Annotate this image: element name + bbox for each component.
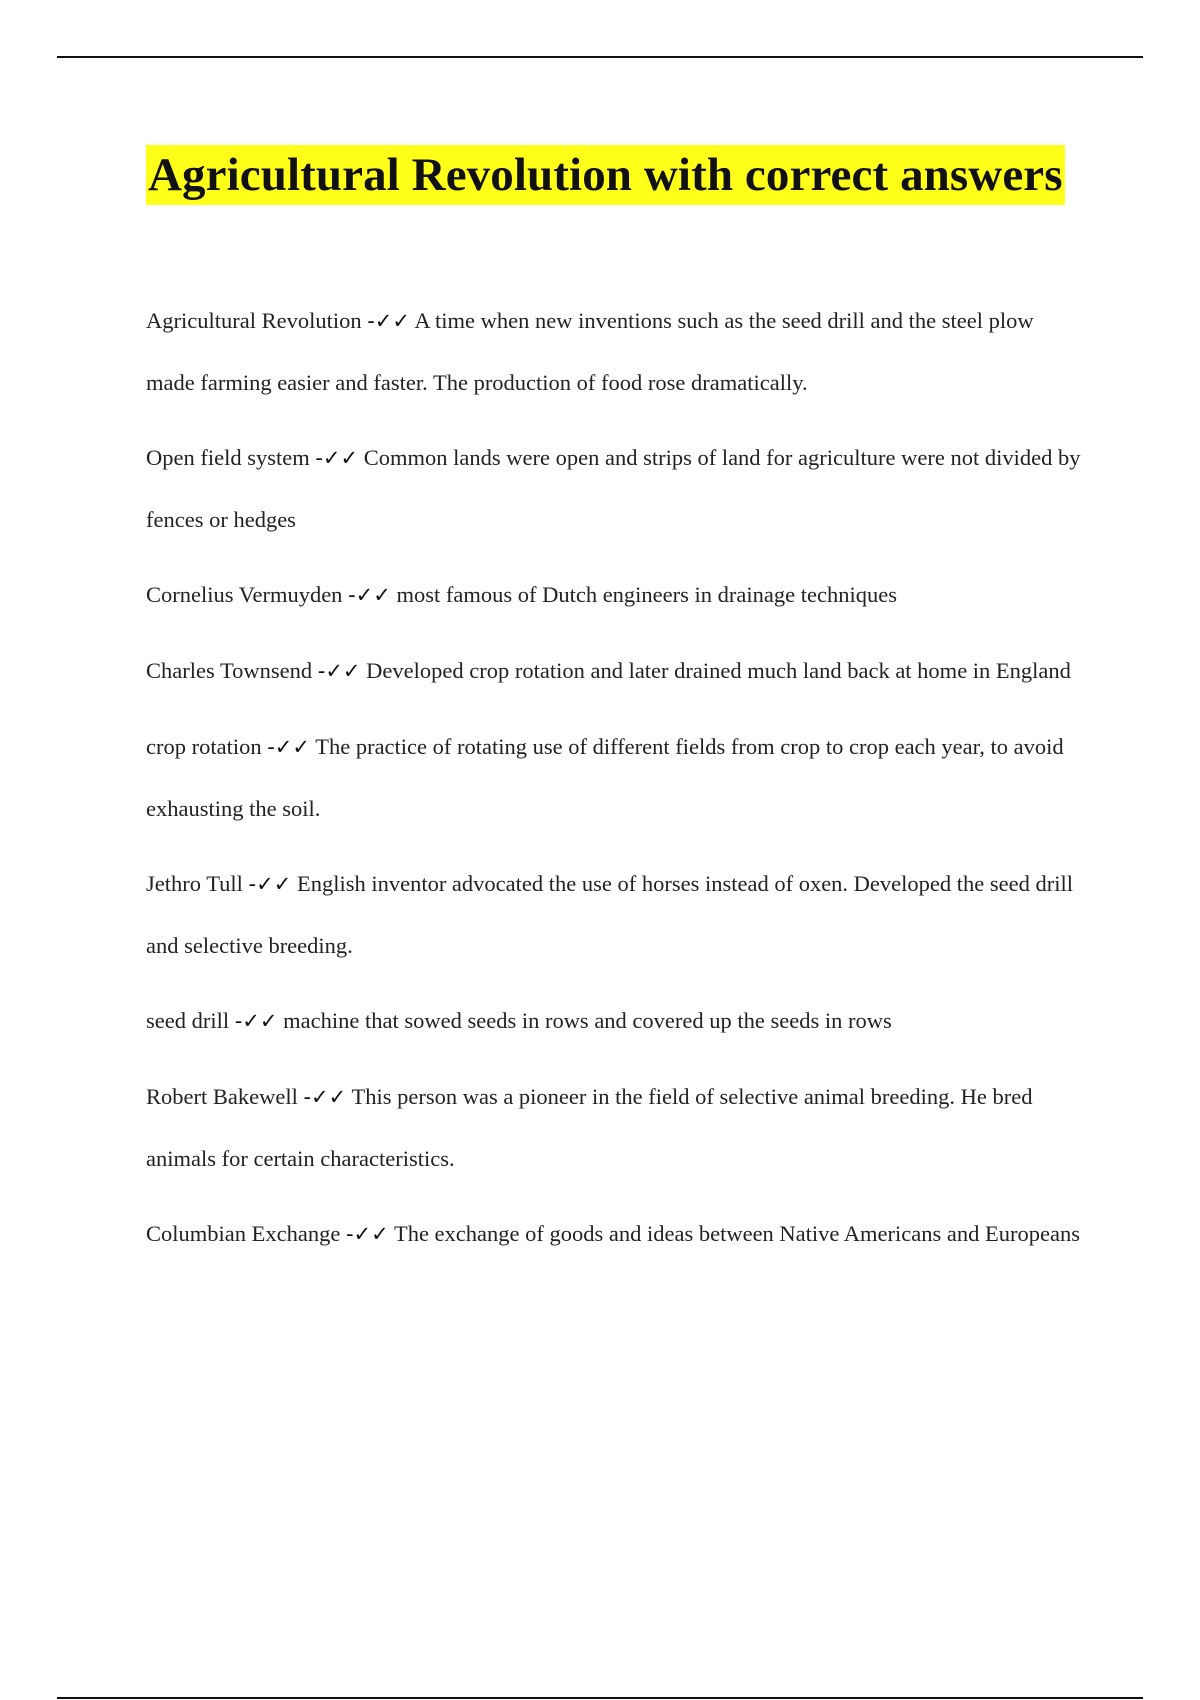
entry-definition: most famous of Dutch engineers in drainage techniques bbox=[396, 582, 897, 607]
checkmark-separator: -✓✓ bbox=[367, 309, 410, 333]
list-item bbox=[146, 640, 1086, 702]
checkmark-separator: -✓✓ bbox=[267, 735, 310, 759]
entry-term: Jethro Tull bbox=[146, 871, 243, 896]
entry-term: Charles Townsend bbox=[146, 658, 313, 683]
list-item bbox=[146, 564, 1086, 626]
entry-term: Agricultural Revolution bbox=[146, 308, 362, 333]
footer-rule bbox=[57, 1697, 1143, 1699]
entry-term: Open field system bbox=[146, 445, 310, 470]
flashcard-list bbox=[146, 290, 1086, 1279]
checkmark-separator: -✓✓ bbox=[315, 446, 359, 470]
entry-term: Columbian Exchange bbox=[146, 1221, 341, 1246]
checkmark-separator: -✓✓ bbox=[345, 1222, 389, 1246]
entry-term: Robert Bakewell bbox=[146, 1084, 298, 1109]
checkmark-separator: -✓✓ bbox=[317, 659, 361, 683]
header-rule bbox=[57, 56, 1143, 58]
checkmark-separator: -✓✓ bbox=[303, 1085, 347, 1109]
list-item bbox=[146, 290, 1086, 413]
entry-term: seed drill bbox=[146, 1008, 230, 1033]
entry-definition: English inventor advocated the use of horses instead of oxen. Developed the seed drill and selective breeding. bbox=[146, 871, 1073, 958]
entry-definition: Common lands were open and strips of land for agriculture were not divided by fences or hedges bbox=[146, 445, 1081, 532]
entry-term: crop rotation bbox=[146, 734, 262, 759]
list-item bbox=[146, 1203, 1086, 1265]
entry-definition: Developed crop rotation and later drained much land back at home in England bbox=[366, 658, 1071, 683]
entry-term: Cornelius Vermuyden bbox=[146, 582, 343, 607]
list-item bbox=[146, 716, 1086, 839]
document-title: Agricultural Revolution with correct answers bbox=[146, 145, 1065, 205]
entry-definition: The practice of rotating use of different fields from crop to crop each year, to avoid exhausting the soil. bbox=[146, 734, 1064, 821]
list-item bbox=[146, 853, 1086, 976]
checkmark-separator: -✓✓ bbox=[234, 1009, 278, 1033]
entry-definition: machine that sowed seeds in rows and covered up the seeds in rows bbox=[283, 1008, 892, 1033]
checkmark-separator: -✓✓ bbox=[348, 583, 391, 607]
entry-definition: A time when new inventions such as the seed drill and the steel plow made farming easier and faster. The production of food rose dramatically. bbox=[146, 308, 1034, 395]
entry-definition: This person was a pioneer in the field of selective animal breeding. He bred animals for certain characteristics. bbox=[146, 1084, 1033, 1171]
list-item bbox=[146, 427, 1086, 550]
list-item bbox=[146, 1066, 1086, 1189]
checkmark-separator: -✓✓ bbox=[248, 872, 292, 896]
title-block bbox=[146, 145, 1065, 205]
list-item bbox=[146, 990, 1086, 1052]
entry-definition: The exchange of goods and ideas between Native Americans and Europeans bbox=[393, 1221, 1080, 1246]
